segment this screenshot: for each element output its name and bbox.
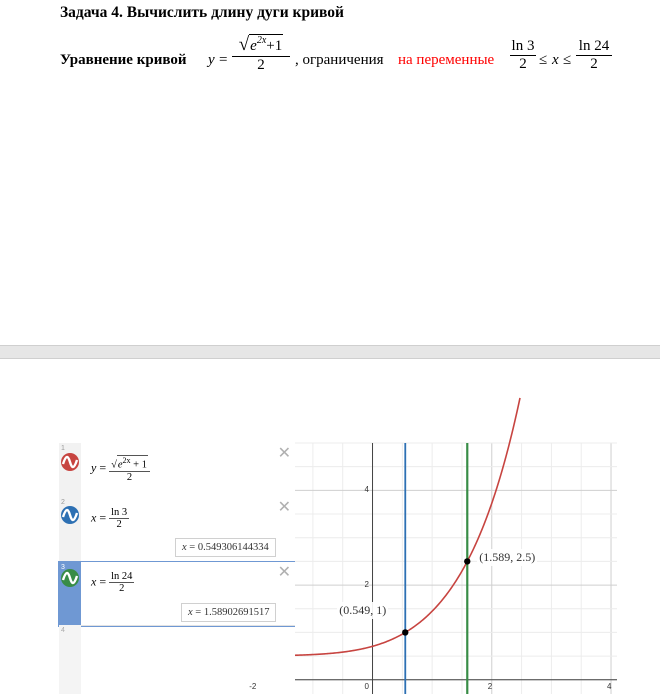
expression-row-1[interactable]	[59, 443, 295, 498]
graph-canvas[interactable]	[295, 443, 617, 694]
expression-index: 1	[61, 445, 65, 452]
curve-series	[295, 398, 520, 655]
fraction-numerator: $√e^{2x}+1$	[238, 34, 283, 55]
equation-label: Уравнение кривой	[60, 52, 187, 68]
evaluation-box: x = 0.549306144334	[175, 538, 276, 557]
y-variable: y	[208, 52, 215, 68]
fraction-denominator: 2	[257, 57, 265, 73]
x-tick-label: 0	[364, 681, 369, 691]
expression-index: 3	[61, 564, 65, 571]
delete-expression-icon[interactable]: ✕	[277, 499, 291, 516]
x-tick-label: -2	[249, 681, 257, 691]
intersection-point	[464, 558, 470, 564]
expression-math: x = $\frac{\ln 3}{2}$	[91, 507, 128, 530]
curve-equation	[60, 34, 640, 84]
red-wave-icon[interactable]	[60, 452, 80, 472]
expression-index: 4	[61, 627, 65, 634]
expression-row-3[interactable]	[59, 562, 295, 626]
page-separator	[0, 345, 660, 359]
green-wave-icon[interactable]	[60, 568, 80, 588]
point-label: (1.589, 2.5)	[479, 550, 536, 565]
evaluation-box: x = 1.58902691517	[181, 603, 276, 622]
x-tick-label: 2	[487, 681, 493, 691]
y-tick-label: 2	[364, 580, 369, 590]
equals-sign: =	[219, 52, 228, 68]
blue-wave-icon[interactable]	[60, 505, 80, 525]
expression-row-2[interactable]	[59, 497, 295, 562]
graph-area[interactable]	[249, 443, 617, 694]
lower-bound-fraction: ln 3 2	[511, 38, 535, 72]
x-variable: x	[552, 52, 559, 68]
graphing-calculator	[59, 443, 617, 694]
curve-fraction	[232, 34, 290, 74]
y-tick-label: 4	[364, 485, 369, 495]
expression-row-4[interactable]	[59, 625, 81, 694]
upper-bound-fraction: ln 24 2	[576, 38, 612, 73]
delete-expression-icon[interactable]: ✕	[277, 445, 291, 462]
expression-math: y = $\frac{√e^{2x} + 1}{2}$	[91, 455, 150, 483]
leq-sign-1: ≤	[539, 52, 548, 68]
intersection-point	[402, 629, 408, 635]
x-tick-label: 4	[607, 681, 612, 691]
constraints-text: , ограничения	[295, 52, 384, 68]
leq-sign-2: ≤	[563, 52, 572, 68]
expression-list	[59, 443, 296, 694]
delete-expression-icon[interactable]: ✕	[277, 564, 291, 581]
expression-index: 2	[61, 499, 65, 506]
task-title: Задача 4. Вычислить длину дуги кривой	[60, 4, 344, 21]
constraints-highlight: на переменные	[398, 52, 495, 68]
point-label: (0.549, 1)	[339, 603, 387, 618]
expression-math: x = $\frac{\ln 24}{2}$	[91, 571, 133, 594]
